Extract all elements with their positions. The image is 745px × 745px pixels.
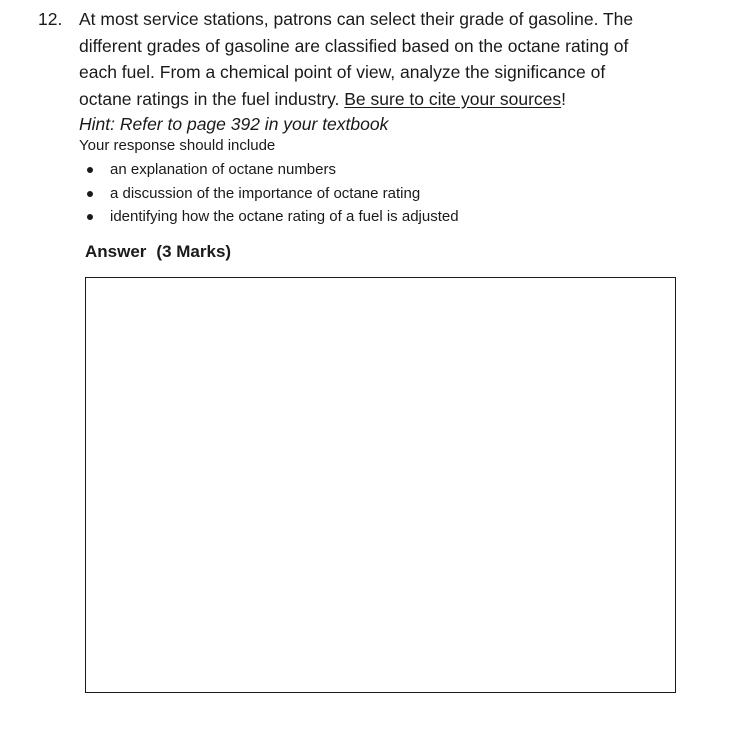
list-item-text: a discussion of the importance of octane rating <box>110 184 421 202</box>
list-item-text: an explanation of octane numbers <box>110 161 336 178</box>
list-item <box>84 158 459 182</box>
question-line: each fuel. From a chemical point of view, analyze the significance of <box>79 62 606 82</box>
hint-text: Hint: Refer to page 392 in your textbook <box>79 114 389 134</box>
answer-marks: (3 Marks) <box>156 242 232 261</box>
list-item-text: identifying how the octane rating of a fuel is adjusted <box>110 208 459 225</box>
answer-box[interactable] <box>85 277 676 693</box>
question-line: At most service stations, patrons can select their grade of gasoline. The <box>79 9 634 29</box>
bullet-icon <box>87 167 93 173</box>
list-item <box>84 205 459 229</box>
exclamation: ! <box>561 88 567 109</box>
question-line-text: octane ratings in the fuel industry. <box>79 88 345 109</box>
bullet-icon <box>87 214 93 220</box>
question-number: 12. <box>38 9 63 29</box>
question-line-last <box>79 86 719 113</box>
question-text <box>79 6 719 137</box>
question-line: different grades of gasoline are classified based on the octane rating of <box>79 35 629 56</box>
response-requirements-list <box>84 158 459 229</box>
answer-heading <box>85 240 231 264</box>
bullet-icon <box>87 191 93 197</box>
cite-sources-instruction: Be sure to cite your sources <box>344 88 562 109</box>
answer-label: Answer <box>85 242 147 261</box>
list-item <box>84 182 459 206</box>
response-intro: Your response should include <box>79 137 276 154</box>
